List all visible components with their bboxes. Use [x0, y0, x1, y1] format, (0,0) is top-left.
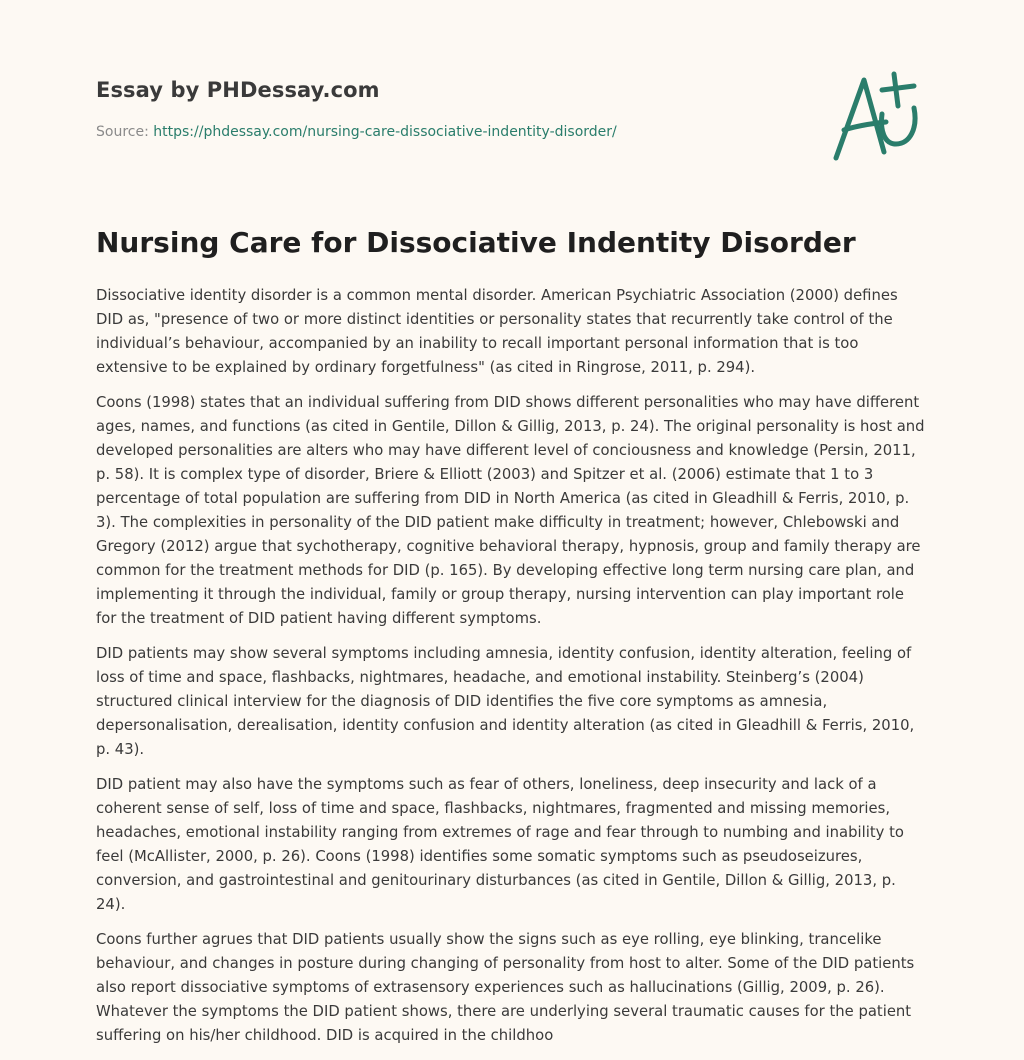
- a-plus-logo-icon: [826, 66, 926, 166]
- article-paragraph: DID patient may also have the symptoms such as fear of others, loneliness, deep insecurity and lack of a coherent sense of self, loss of time and space, flashbacks, nightmares, fragmented and missing memories, headaches, emotional instability ranging from extremes of rage and fear through to numbing and inability to feel (McAllister, 2000, p. 26). Coons (1998) identifies some somatic symptoms such as pseudoseizures, conversion, and gastrointestinal and genitourinary disturbances (as cited in Gentile, Dillon & Gillig, 2013, p. 24).: [96, 776, 904, 913]
- article-paragraph: Dissociative identity disorder is a common mental disorder. American Psychiatric Association (2000) defines DID as, "presence of two or more distinct identities or personality states that recurrently take control of the individual’s behaviour, accompanied by an inability to recall important personal information that is too extensive to be explained by ordinary forgetfulness" (as cited in Ringrose, 2011, p. 294).: [96, 287, 898, 376]
- article-paragraph: Coons (1998) states that an individual suffering from DID shows different personalities who may have different ages, names, and functions (as cited in Gentile, Dillon & Gillig, 2013, p. 24). The original personality is host and developed personalities are alters who may have different level of conciousness and knowledge (Persin, 2011, p. 58). It is complex type of disorder, Briere & Elliott (2003) and Spitzer et al. (2006) estimate that 1 to 3 percentage of total population are suffering from DID in North America (as cited in Gleadhill & Ferris, 2010, p. 3). The complexities in personality of the DID patient make difficulty in treatment; however, Chlebowski and Gregory (2012) argue that sychotherapy, cognitive behavioral therapy, hypnosis, group and family therapy are common for the treatment methods for DID (p. 165). By developing effective long term nursing care plan, and implementing it through the individual, family or group therapy, nursing intervention can play important role for the treatment of DID patient having different symptoms.: [96, 394, 925, 627]
- article-body: [96, 284, 928, 1059]
- page-header: [96, 0, 928, 200]
- essay-page: [96, 0, 928, 1044]
- site-brand: Essay by PHDessay.com: [96, 78, 380, 102]
- article-paragraph: DID patients may show several symptoms including amnesia, identity confusion, identity alteration, feeling of loss of time and space, flashbacks, nightmares, headache, and emotional instability. Steinberg’s (2004) structured clinical interview for the diagnosis of DID identifies the five core symptoms as amnesia, depersonalisation, derealisation, identity confusion and identity alteration (as cited in Gleadhill & Ferris, 2010, p. 43).: [96, 645, 915, 758]
- article-title: Nursing Care for Dissociative Indentity Disorder: [96, 226, 856, 259]
- article-paragraph: Coons further agrues that DID patients usually show the signs such as eye rolling, eye blinking, trancelike behaviour, and changes in posture during changing of personality from host to alter. Some of the DID patients also report dissociative symptoms of extrasensory experiences such as hallucinations (Gillig, 2009, p. 26). Whatever the symptoms the DID patient shows, there are underlying several traumatic causes for the patient suffering on his/her childhood. DID is acquired in the childhoo: [96, 931, 915, 1044]
- source-line: [96, 124, 617, 140]
- source-label: Source:: [96, 124, 149, 140]
- source-link[interactable]: https://phdessay.com/nursing-care-dissociative-indentity-disorder/: [153, 124, 617, 140]
